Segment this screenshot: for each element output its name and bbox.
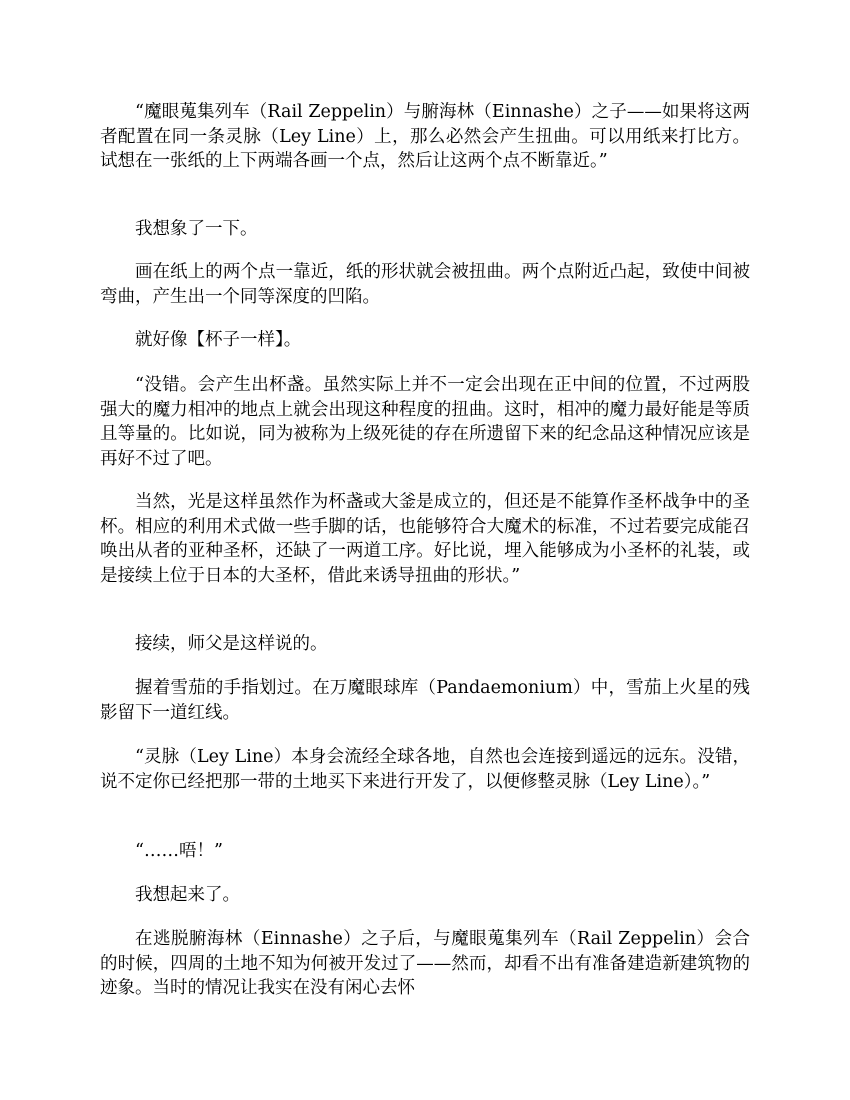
document-page: [100, 0, 750, 1100]
paragraph-3: 画在纸上的两个点一靠近，纸的形状就会被扭曲。两个点附近凸起，致使中间被弯曲，产生出一个同等深度的凹陷。: [100, 262, 750, 307]
paragraph-2: 我想象了一下。: [135, 219, 258, 239]
paragraph-9: “灵脉（Ley Line）本身会流经全球各地，自然也会连接到遥远的远东。没错，说不定你已经把那一带的土地买下来进行开发了，以便修整灵脉（Ley Line）。”: [100, 747, 750, 792]
paragraph-12: 在逃脱腑海林（Einnashe）之子后，与魔眼蒐集列车（Rail Zeppelin）会合的时候，四周的土地不知为何被开发过了——然而，却看不出有准备建造新建筑物的迹象。当时的情况让我实在没有闲心去怀: [100, 929, 750, 998]
paragraph-5: “没错。会产生出杯盏。虽然实际上并不一定会出现在正中间的位置，不过两股强大的魔力相冲的地点上就会出现这种程度的扭曲。这时，相冲的魔力最好能是等质且等量的。比如说，同为被称为上级死徒的存在所遗留下来的纪念品这种情况应该是再好不过了吧。: [100, 375, 750, 469]
paragraph-8: 握着雪茄的手指划过。在万魔眼球库（Pandaemonium）中，雪茄上火星的残影留下一道红线。: [100, 678, 750, 723]
paragraph-6: 当然，光是这样虽然作为杯盏或大釜是成立的，但还是不能算作圣杯战争中的圣杯。相应的利用术式做一些手脚的话，也能够符合大魔术的标准，不过若要完成能召唤出从者的亚种圣杯，还缺了一两道工序。好比说，埋入能够成为小圣杯的礼装，或是接续上位于日本的大圣杯，借此来诱导扭曲的形状。”: [100, 492, 750, 586]
paragraph-7: 接续，师父是这样说的。: [135, 634, 328, 654]
paragraph-10: “……唔！”: [135, 841, 223, 861]
paragraph-4: 就好像【杯子一样】。: [135, 330, 302, 350]
paragraph-1: “魔眼蒐集列车（Rail Zeppelin）与腑海林（Einnashe）之子——如果将这两者配置在同一条灵脉（Ley Line）上，那么必然会产生扭曲。可以用纸来打比方。试想在一张纸的上下两端各画一个点，然后让这两个点不断靠近。”: [100, 102, 750, 171]
paragraph-11: 我想起来了。: [135, 885, 240, 905]
